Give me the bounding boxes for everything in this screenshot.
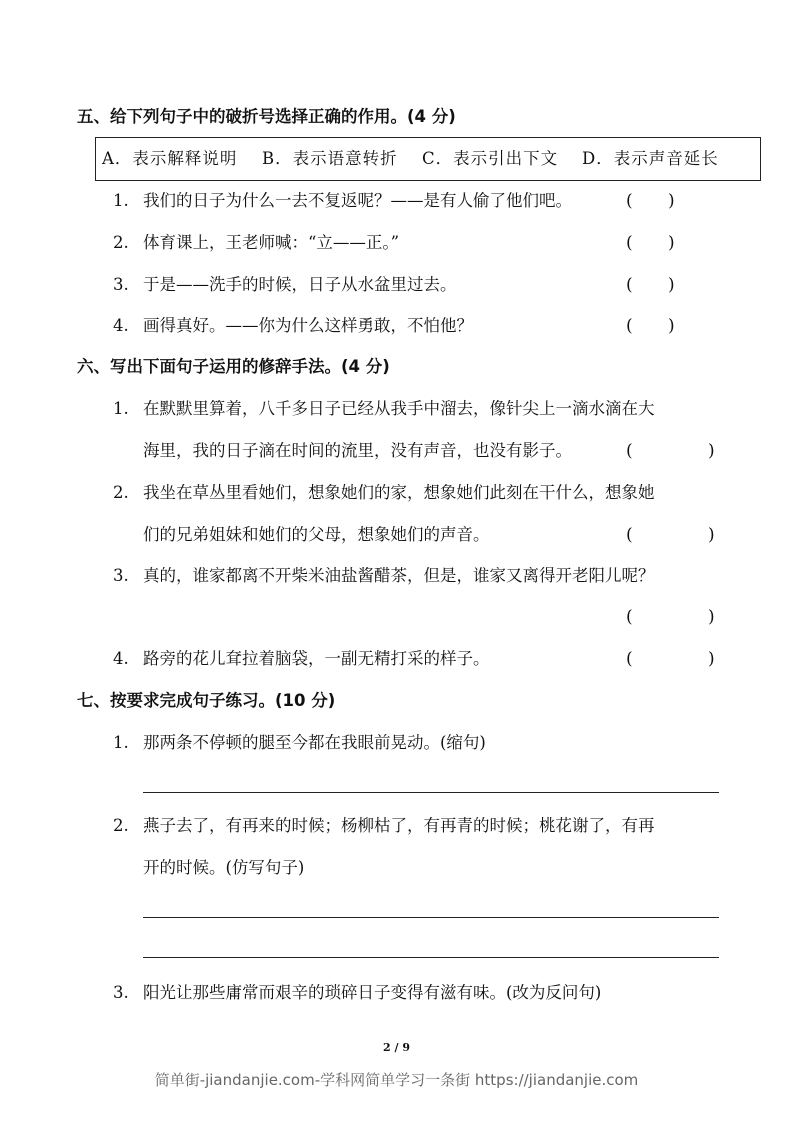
answer-paren-close: ) [668,316,675,336]
item-number: 4. [113,316,129,335]
section5-title: 五、给下列句子中的破折号选择正确的作用。(4 分) [77,107,456,126]
item-text: 们的兄弟姐妹和她们的父母，想象她们的声音。 [143,525,490,544]
item-number: 1. [113,733,129,752]
section7-title: 七、按要求完成句子练习。(10 分) [77,691,336,710]
item-text: 那两条不停顿的腿至今都在我眼前晃动。(缩句) [143,733,486,752]
answer-paren-open[interactable]: ( [626,607,633,627]
answer-paren-close: ) [708,607,715,627]
answer-line[interactable] [143,792,719,793]
option-c: C．表示引出下文 [422,149,559,168]
answer-paren-open[interactable]: ( [626,191,633,211]
answer-paren-open[interactable]: ( [626,649,633,669]
answer-paren-close: ) [708,441,715,461]
answer-line[interactable] [143,917,719,918]
answer-paren-close: ) [668,275,675,295]
item-text: 路旁的花儿耷拉着脑袋，一副无精打采的样子。 [143,649,490,668]
item-number: 1. [113,399,129,418]
item-number: 1. [113,191,129,210]
answer-paren-close: ) [708,649,715,669]
item-text: 画得真好。——你为什么这样勇敢，不怕他？ [143,316,473,335]
item-text: 真的，谁家都离不开柴米油盐酱醋茶，但是，谁家又离得开老阳儿呢？ [143,566,655,585]
item-text: 体育课上，王老师喊：“立——正。” [143,233,400,252]
item-number: 4. [113,649,129,668]
item-number: 2. [113,816,129,835]
item-text: 燕子去了，有再来的时候；杨柳枯了，有再青的时候；桃花谢了，有再 [143,816,655,835]
item-number: 2. [113,233,129,252]
page-number: 2 / 9 [383,1041,410,1054]
item-text: 我们的日子为什么一去不复返呢？——是有人偷了他们吧。 [143,191,572,210]
item-text: 海里，我的日子滴在时间的流里，没有声音，也没有影子。 [143,441,572,460]
item-text: 在默默里算着，八千多日子已经从我手中溜去，像针尖上一滴水滴在大 [143,399,655,418]
answer-paren-close: ) [668,191,675,211]
option-b: B．表示语意转折 [262,149,398,168]
option-d: D．表示声音延长 [582,149,719,168]
answer-paren-close: ) [668,233,675,253]
answer-paren-open[interactable]: ( [626,525,633,545]
item-text: 开的时候。(仿写句子) [143,858,305,877]
option-a: A．表示解释说明 [102,149,238,168]
item-number: 3. [113,275,129,294]
footer-watermark: 简单街-jiandanjie.com-学科网简单学习一条街 https://jiandanjie.com [154,1071,639,1089]
answer-paren-open[interactable]: ( [626,316,633,336]
answer-paren-open[interactable]: ( [626,275,633,295]
item-number: 3. [113,983,129,1002]
item-number: 2. [113,483,129,502]
answer-line[interactable] [143,957,719,958]
item-text: 于是——洗手的时候，日子从水盆里过去。 [143,275,457,294]
section6-title: 六、写出下面句子运用的修辞手法。(4 分) [77,357,390,376]
answer-paren-open[interactable]: ( [626,441,633,461]
item-number: 3. [113,566,129,585]
options-box [95,137,761,181]
answer-paren-open[interactable]: ( [626,233,633,253]
answer-paren-close: ) [708,525,715,545]
item-text: 阳光让那些庸常而艰辛的琐碎日子变得有滋有味。(改为反问句) [143,983,602,1002]
item-text: 我坐在草丛里看她们，想象她们的家，想象她们此刻在干什么，想象她 [143,483,655,502]
